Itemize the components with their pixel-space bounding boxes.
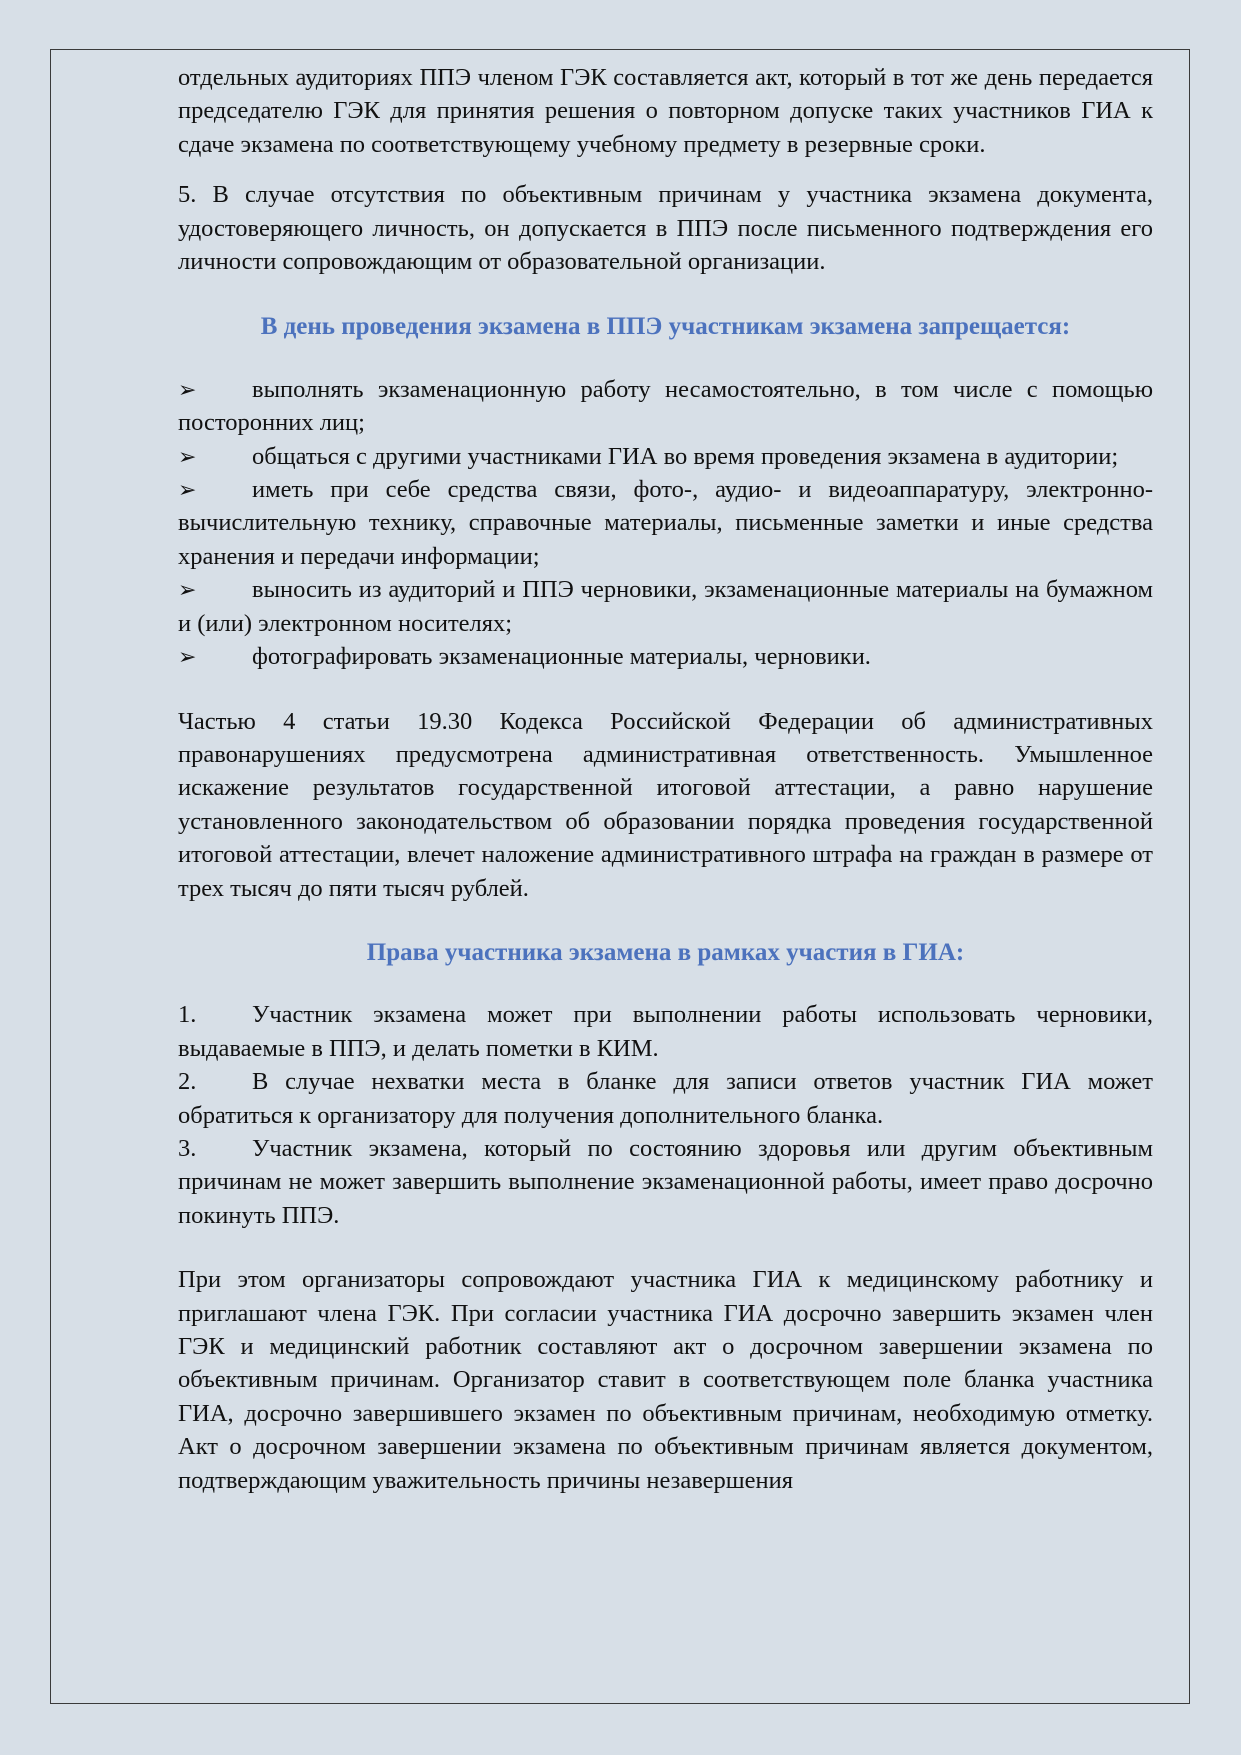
list-number: 1.	[178, 1001, 197, 1029]
list-item	[178, 1132, 1153, 1232]
list-item-text: выносить из аудиторий и ППЭ черновики, экзаменационные материалы на бумажном и (или) электронном носителях;	[178, 576, 1153, 637]
arrow-bullet-icon: ➢	[178, 376, 197, 402]
list-item-text: выполнять экзаменационную работу несамостоятельно, в том числе с помощью посторонних лиц;	[178, 375, 1153, 437]
prohibited-list	[178, 373, 1153, 674]
final-paragraph: При этом организаторы сопровождают участника ГИА к медицинскому работнику и приглашают члена ГЭК. При согласии участника ГИА досрочно завершить экзамен член ГЭК и медицинский работник составляют акт о досрочном завершении экзамена по объективным причинам. Организатор ставит в соответствующем поле бланка участника ГИА, досрочно завершившего экзамен по объективным причинам, необходимую отметку. Акт о досрочном завершении экзамена по объективным причинам является документом, подтверждающим уважительность причины незавершения	[178, 1266, 1153, 1494]
point-5-paragraph: 5. В случае отсутствия по объективным причинам у участника экзамена документа, удостоверяющего личность, он допускается в ППЭ после письменного подтверждения его личности сопровождающим от образовательной организации.	[178, 181, 1153, 276]
arrow-bullet-icon: ➢	[178, 477, 197, 503]
list-item-text: Участник экзамена, который по состоянию здоровья или другим объективным причинам не может завершить выполнение экзаменационной работы, имеет право досрочно покинуть ППЭ.	[178, 1134, 1153, 1229]
rights-heading: Права участника экзамена в рамках участия в ГИА:	[366, 938, 965, 966]
document-body	[178, 61, 1153, 1497]
list-item	[178, 440, 1153, 473]
list-number: 2.	[178, 1068, 197, 1096]
list-item-text: общаться с другими участниками ГИА во время проведения экзамена в аудитории;	[252, 442, 1119, 470]
list-item	[178, 473, 1153, 573]
list-item-text: Участник экзамена может при выполнении работы использовать черновики, выдаваемые в ППЭ, и делать пометки в КИМ.	[178, 1001, 1153, 1062]
list-item	[178, 998, 1153, 1065]
rights-list	[178, 998, 1153, 1232]
list-number: 3.	[178, 1134, 197, 1162]
arrow-bullet-icon: ➢	[178, 443, 197, 469]
page-frame	[50, 49, 1190, 1704]
list-item	[178, 573, 1153, 640]
list-item-text: В случае нехватки места в бланке для записи ответов участник ГИА может обратиться к организатору для получения дополнительного бланка.	[178, 1068, 1153, 1129]
prohibited-heading: В день проведения экзамена в ППЭ участникам экзамена запрещается:	[260, 313, 1071, 341]
list-item-text: иметь при себе средства связи, фото-, аудио- и видеоаппаратуру, электронно-вычислительную технику, справочные материалы, письменные заметки и иные средства хранения и передачи информации;	[178, 476, 1153, 570]
list-item-text: фотографировать экзаменационные материалы, черновики.	[252, 643, 871, 671]
arrow-bullet-icon: ➢	[178, 577, 197, 603]
list-item	[178, 640, 1153, 673]
intro-paragraph: отдельных аудиториях ППЭ членом ГЭК составляется акт, который в тот же день передается председателю ГЭК для принятия решения о повторном допуске таких участников ГИА к сдаче экзамена по соответствующему учебному предмету в резервные сроки.	[178, 64, 1153, 158]
list-item	[178, 373, 1153, 440]
arrow-bullet-icon: ➢	[178, 644, 197, 670]
list-item	[178, 1065, 1153, 1132]
liability-paragraph: Частью 4 статьи 19.30 Кодекса Российской Федерации об административных правонарушениях предусмотрена административная ответственность. Умышленное искажение результатов государственной итоговой аттестации, а равно нарушение установленного законодательством об образовании порядка проведения государственной итоговой аттестации, влечет наложение административного штрафа на граждан в размере от трех тысяч до пяти тысяч рублей.	[178, 707, 1153, 902]
